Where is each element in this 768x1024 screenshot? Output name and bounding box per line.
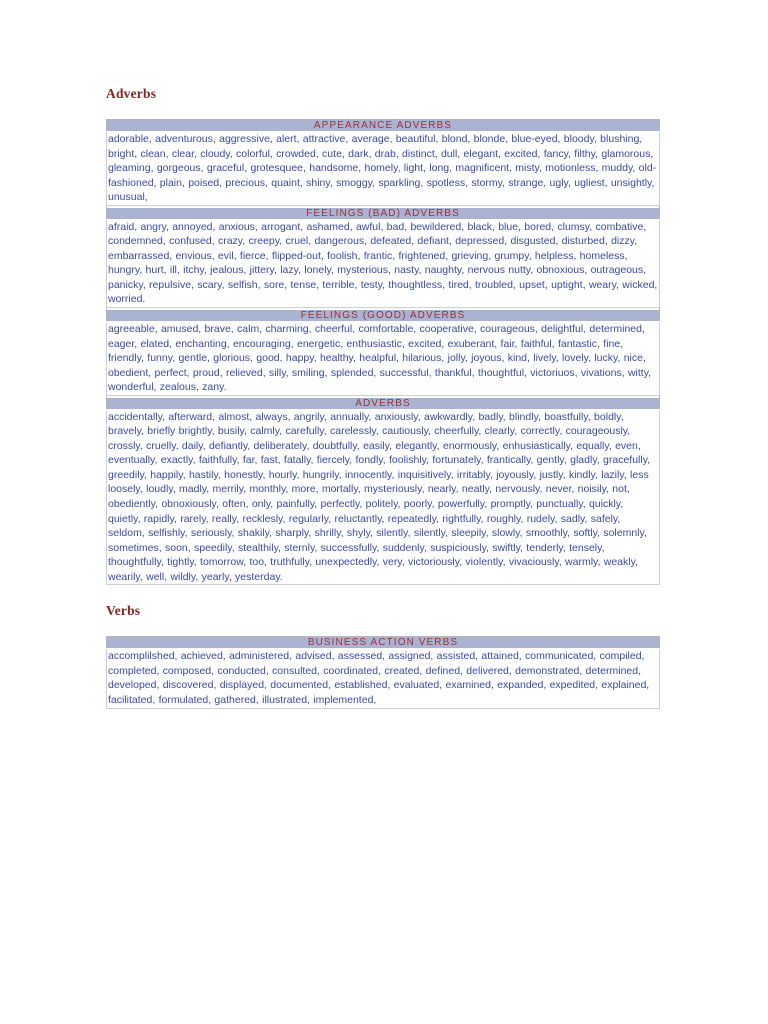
word-list-cell (107, 132, 660, 206)
word-list-appearance-adverbs: adorable, adventurous, aggressive, alert, attractive, average, beautiful, blond, blonde, blue-eyed, bloody, blushing, bright, clean, clear, cloudy, colorful, crowded, cute, dark, drab, distinct, dull, elegant, excited, fancy, filthy, glamorous, gleaming, gorgeous, graceful, grotesquee, handsome, homely, light, long, magnificent, misty, motionless, muddy, old-fashioned, plain, poised, precious, quaint, shiny, smoggy, sparkling, spotless, stormy, strange, ugly, ugliest, unsightly, unusual, (108, 133, 657, 204)
word-list-cell (107, 219, 660, 307)
table-row (107, 322, 660, 396)
word-list-business-action-verbs: accomplilshed, achieved, administered, advised, assessed, assigned, assisted, attained, communicated, compiled, completed, composed, conducted, consulted, coordinated, created, defined, delivered, demonstrated, determined, developed, discovered, displayed, documented, established, evaluated, examined, expanded, expedited, explained, facilitated, formulated, gathered, illustrated, implemented, (108, 650, 650, 706)
word-list-feelings-good-adverbs: agreeable, amused, brave, calm, charming, cheerful, comfortable, cooperative, courageous, delightful, determined, eager, elated, enchanting, encouraging, energetic, enthusiastic, excited, exuberant, fair, faithful, fantastic, fine, friendly, funny, gentle, glorious, good, happy, healthy, healpful, hilarious, jolly, joyous, kind, lively, lovely, lucky, nice, obedient, perfect, proud, relieved, silly, smiling, splended, successful, thankful, thoughtful, victoriuos, vivations, witty, wonderful, zealous, zany. (108, 323, 652, 394)
verbs-table-clip (106, 636, 660, 708)
category-header-appearance-adverbs: APPEARANCE ADVERBS (107, 120, 660, 132)
table-row (107, 310, 660, 322)
table-row (107, 132, 660, 206)
spacer (106, 585, 660, 603)
table-row (107, 409, 660, 585)
table-row (107, 120, 660, 132)
document-content (106, 86, 660, 709)
word-list-cell (107, 322, 660, 396)
table-row (107, 398, 660, 410)
table-row (107, 637, 660, 649)
adverbs-word-table (106, 119, 660, 585)
category-header-feelings-bad-adverbs: FEELINGS (BAD) ADVERBS (107, 208, 660, 220)
category-header-adverbs: ADVERBS (107, 398, 660, 410)
verbs-word-table (106, 636, 660, 708)
table-row (107, 649, 660, 708)
word-list-cell (107, 649, 660, 708)
table-row (107, 219, 660, 307)
category-header-business-action-verbs: BUSINESS ACTION VERBS (107, 637, 660, 649)
category-header-feelings-good-adverbs: FEELINGS (GOOD) ADVERBS (107, 310, 660, 322)
section-heading-verbs: Verbs (106, 603, 141, 619)
word-list-feelings-bad-adverbs: afraid, angry, annoyed, anxious, arrogant, ashamed, awful, bad, bewildered, black, blue, bored, clumsy, combative, condemned, confused, crazy, creepy, cruel, dangerous, defeated, defiant, depressed, disgusted, disturbed, dizzy, embarrassed, envious, evil, fierce, flipped-out, foolish, frantic, frightened, grieving, grumpy, helpless, homeless, hungry, hurt, ill, itchy, jealous, jittery, lazy, lonely, mysterious, nasty, naughty, nervous nutty, obnoxious, outrageous, panicky, repulsive, scary, selfish, sore, tense, terrible, testy, thoughtless, tired, troubled, upset, uptight, weary, wicked, worried. (108, 220, 658, 306)
word-list-cell (107, 409, 660, 585)
table-row (107, 208, 660, 220)
spacer (106, 101, 660, 119)
spacer (106, 618, 660, 636)
section-heading-adverbs: Adverbs (106, 86, 157, 101)
word-list-adverbs: accidentally, afterward, almost, always, angrily, annually, anxiously, awkwardly, badly, blindly, boastfully, boldly, bravely, briefly brightly, busily, calmly, carefully, carelessly, cautiously, cheerfully, clearly, correctly, courageously, crossly, cruelly, daily, defiantly, deliberately, doubtfully, easily, elegantly, enormously, enhusiastically, equally, even, eventually, exactly, faithfully, far, fast, fatally, fiercely, fondly, foolishly, fortunately, frantically, gently, gladly, gracefully, greedily, happily, hastily, honestly, hourly, hungrily, innocently, inquisitively, irritably, joyously, justly, kindly, lazily, less loosely, loudly, madly, merrily, monthly, more, mortally, mysteriously, nearly, neatly, nervously, never, noisily, not, obediently, obnoxiously, often, only, painfully, perfectly, politely, poorly, powerfully, promptly, punctually, quickly, quietly, rapidly, rarely, really, recklesly, regularly, reluctantly, repeatedly, rightfully, roughly, rudely, sadly, safely, seldom, selfishly, seriously, shakily, sharply, shrilly, shyly, silently, silently, sleepily, slowly, smoothly, softly, solemnly, sometimes, soon, speedily, stealthily, sternly, successfully, suddenly, suspiciously, swiftly, tenderly, tensely, thoughtfully, tightly, tomorrow, too, truthfully, unexpectedly, very, victoriously, violently, vivaciously, warmly, weakly, wearily, well, wildly, yearly, yesterday. (108, 410, 651, 583)
